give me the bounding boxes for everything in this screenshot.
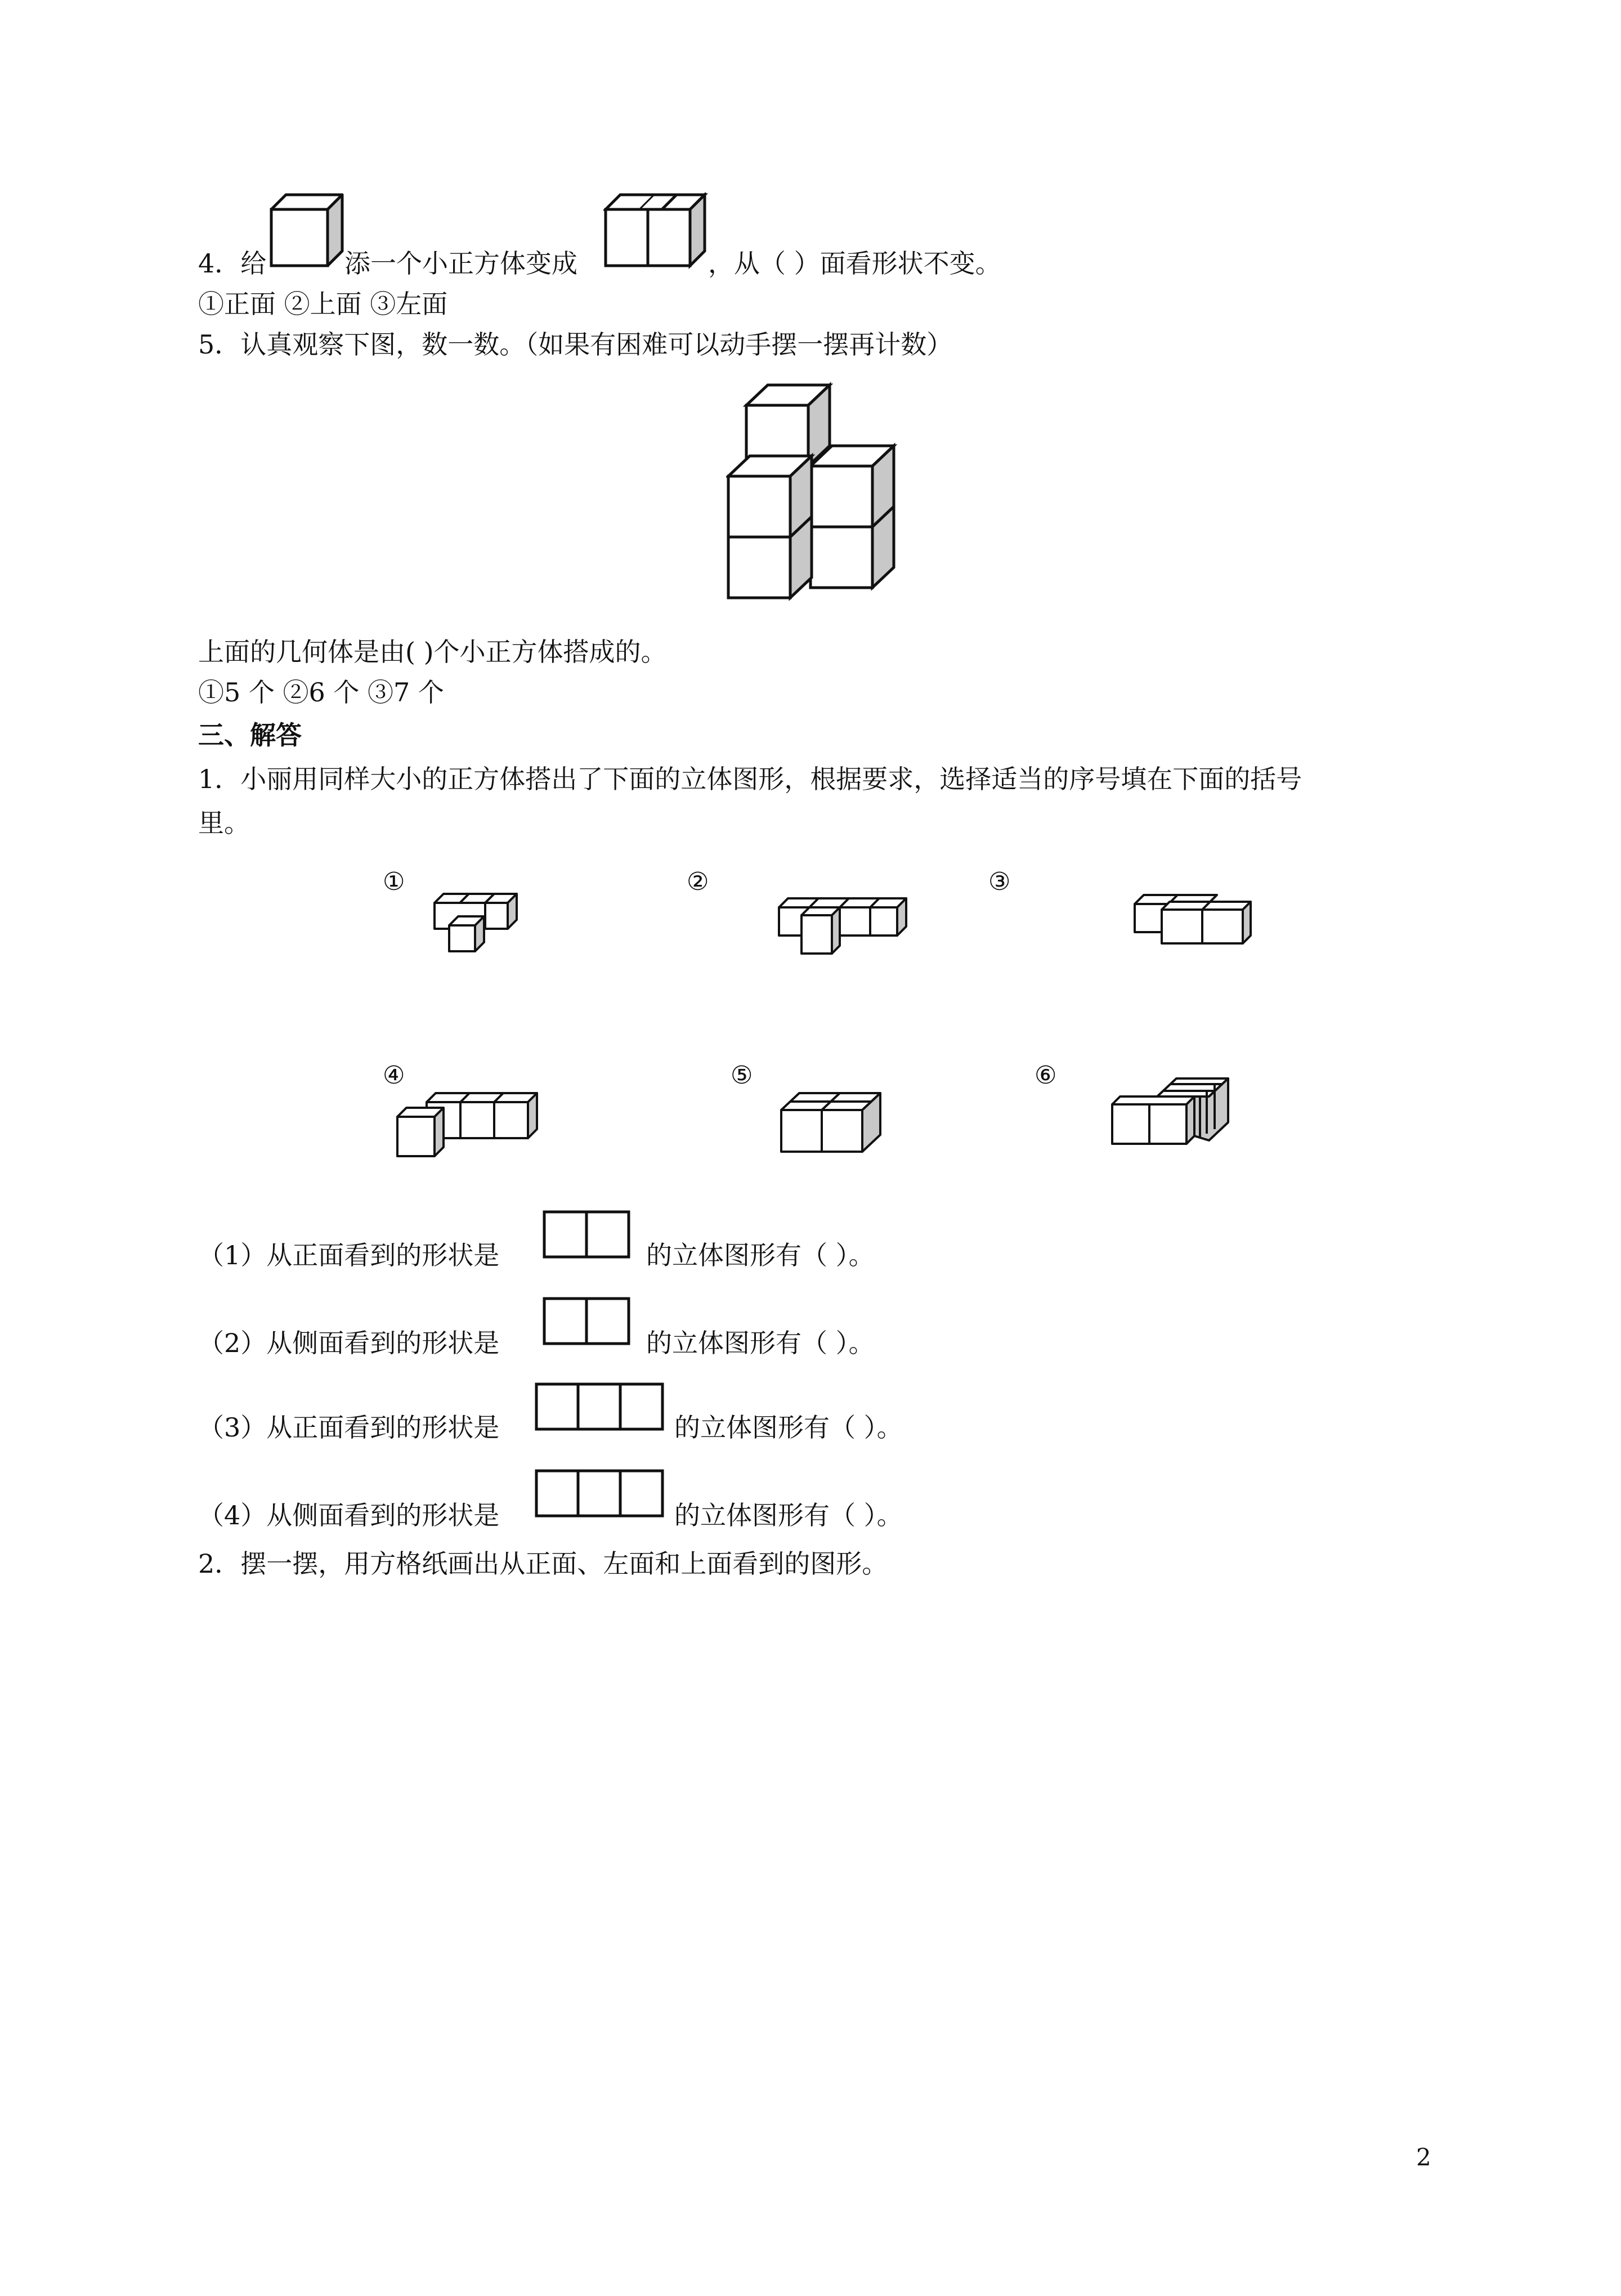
figure-label-1: ①: [383, 867, 405, 896]
sub-q4-prefix: （4）从侧面看到的形状是: [198, 1500, 500, 1530]
sub-q1-suffix: 的立体图形有（ ）。: [646, 1240, 875, 1270]
sub-q1-shape-2-squares: [543, 1210, 633, 1263]
q4-prefix: 4．给: [198, 248, 267, 279]
q4-suffix: ，从（ ）面看形状不变。: [708, 248, 1001, 279]
s3-p2: 2．摆一摆，用方格纸画出从正面、左面和上面看到的图形。: [198, 1548, 888, 1579]
figure-1-cubes: [432, 890, 534, 977]
q5-question: 上面的几何体是由( )个小正方体搭成的。: [198, 637, 667, 667]
section-heading: 三、解答: [198, 720, 302, 750]
q5-cube-stack-figure: [726, 381, 906, 617]
figure-label-5: ⑤: [731, 1061, 753, 1090]
sub-q2-shape-2-squares: [543, 1297, 633, 1350]
figure-6-cubes: [1110, 1068, 1234, 1155]
figure-3-cubes: [1132, 890, 1256, 972]
s3-p1-line1: 1．小丽用同样大小的正方体搭出了下面的立体图形，根据要求，选择适当的序号填在下面的括号: [198, 764, 1302, 794]
figure-4-cubes: [395, 1090, 541, 1171]
q4-middle-line: [344, 247, 577, 280]
sub-q3-shape-3-squares: [535, 1382, 665, 1435]
sub-q4-suffix: 的立体图形有（ ）。: [674, 1500, 903, 1530]
q4-middle: 添一个小正方体变成: [344, 248, 577, 279]
figure-label-3: ③: [988, 867, 1011, 896]
figure-label-4: ④: [383, 1061, 405, 1090]
sub-q3-suffix: 的立体图形有（ ）。: [674, 1412, 903, 1443]
sub-q4-shape-3-squares: [535, 1469, 665, 1522]
q5-options: ①5 个 ②6 个 ③7 个: [198, 677, 444, 708]
sub-q1-prefix: （1）从正面看到的形状是: [198, 1240, 500, 1270]
sub-q3-prefix: （3）从正面看到的形状是: [198, 1412, 500, 1443]
q4-suffix-line: [708, 247, 1001, 280]
q4-two-cube-figure: [603, 193, 722, 271]
s3-p1-line2: 里。: [198, 808, 250, 838]
sub-q2-prefix: （2）从侧面看到的形状是: [198, 1328, 500, 1358]
page-number: 2: [1416, 2143, 1431, 2171]
figure-5-cubes: [779, 1090, 892, 1165]
q4-prompt-line: [198, 247, 266, 280]
sub-q2-suffix: 的立体图形有（ ）。: [646, 1328, 875, 1358]
figure-label-6: ⑥: [1035, 1061, 1057, 1090]
figure-2-cubes: [777, 893, 912, 974]
q4-single-cube-figure: [269, 193, 348, 271]
q4-options: ①正面 ②上面 ③左面: [198, 289, 448, 319]
figure-label-2: ②: [687, 867, 709, 896]
q5-prompt: 5．认真观察下图，数一数。（如果有困难可以动手摆一摆再计数）: [198, 329, 953, 360]
